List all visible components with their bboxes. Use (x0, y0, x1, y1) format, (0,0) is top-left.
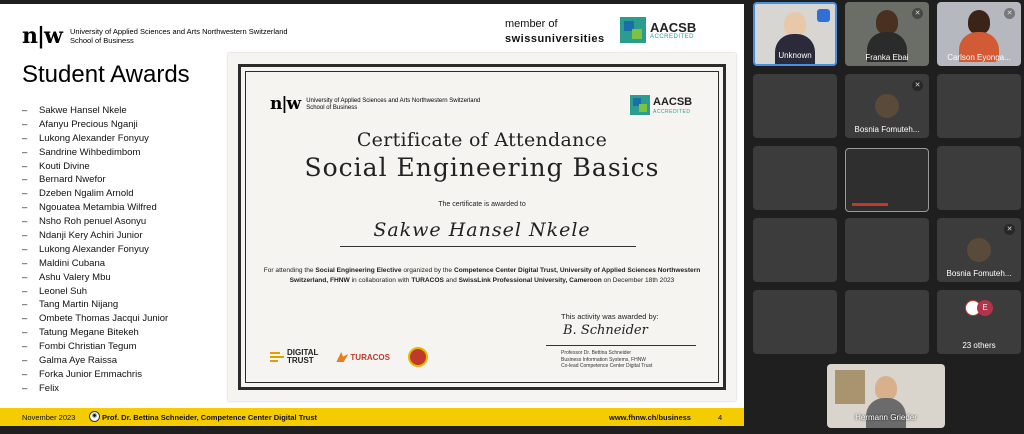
certificate-awarded-to: The certificate is awarded to (438, 201, 526, 208)
digital-trust-logo: DIGITAL TRUST (270, 349, 318, 365)
aacsb-icon (630, 95, 650, 115)
certificate-heading: Certificate of Attendance (356, 129, 608, 151)
fhnw-logo-mark: n|w (22, 23, 62, 49)
avatar: E (977, 300, 993, 316)
turacos-bird-icon (336, 352, 348, 362)
turacos-logo: TURACOS (336, 352, 390, 362)
participant-tile-empty[interactable] (937, 74, 1021, 138)
shared-slide (0, 4, 744, 426)
participant-tile-empty[interactable] (753, 74, 837, 138)
footer-page-number: 4 (718, 413, 723, 422)
aacsb-logo: AACSB ACCREDITED (620, 17, 696, 43)
award-name-item: – Ashu Valery Mbu (22, 271, 111, 283)
award-name-item: – Forka Junior Emmachris (22, 368, 142, 380)
award-name-item: – Afanyu Precious Nganji (22, 118, 138, 130)
participant-name: Bosnia Fomuteh... (854, 125, 920, 134)
footer-date: November 2023 (22, 413, 76, 422)
mic-muted-icon: ✕ (1004, 8, 1015, 19)
award-name-item: – Lukong Alexander Fonyuy (22, 243, 149, 255)
participant-name: Unknown (778, 51, 812, 60)
award-name-item: – Felix (22, 382, 60, 394)
camera-icon: ◉ (89, 411, 100, 422)
signature-line (546, 345, 696, 346)
avatar (875, 94, 899, 118)
award-name-item: – Tatung Megane Bitekeh (22, 327, 139, 339)
certificate-recipient: Sakwe Hansel Nkele (373, 219, 591, 241)
award-name-item: – Ombete Thomas Jacqui Junior (22, 313, 169, 325)
participant-tile-bosnia-fomuteh[interactable] (845, 74, 929, 138)
video-thumbnail[interactable] (845, 148, 929, 212)
certificate-course: Social Engineering Basics (304, 153, 660, 182)
institution-name: University of Applied Sciences and Arts Northwestern Switzerland (69, 27, 288, 36)
signatory-details: Professor Dr. Bettina Schneider Business Information Systems, FHNW Co-lead Competence Center Digital Trust (561, 350, 653, 369)
others-tile[interactable] (937, 290, 1021, 354)
award-name-item: – Sakwe Hansel Nkele (22, 105, 127, 116)
award-name-item: – Galma Aye Raissa (22, 355, 117, 367)
speaking-icon (817, 9, 830, 22)
school-name: School of Business (69, 36, 134, 45)
slide-footer (0, 408, 744, 426)
participant-tile-franka-ebai[interactable] (845, 2, 929, 66)
certificate-image (228, 53, 736, 401)
award-name-item: – Sandrine Wihbedimbom (22, 146, 141, 158)
award-name-item: – Tang Martin Nijang (22, 299, 119, 311)
participant-tile-empty[interactable] (753, 146, 837, 210)
swissuniversities-logo: swissuniversities (505, 33, 605, 45)
award-name-item: – Fombi Christian Tegum (22, 341, 137, 353)
signature: B. Schneider (563, 323, 648, 338)
certificate-awarded-by: This activity was awarded by: (561, 312, 659, 321)
footer-presenter: Prof. Dr. Bettina Schneider, Competence Center Digital Trust (102, 413, 318, 422)
award-name-item: – Leonel Suh (22, 285, 88, 297)
award-name-item: – Dzeben Ngalim Arnold (22, 188, 134, 200)
university-crest-icon (408, 347, 428, 367)
certificate-aacsb-logo: AACSB ACCREDITED (630, 95, 692, 115)
certificate-fhnw-logo: n|w University of Applied Sciences and Arts Northwestern Switzerland School of Business (270, 94, 481, 114)
award-name-item: – Kouti Divine (22, 160, 90, 172)
mic-muted-icon: ✕ (1004, 224, 1015, 235)
slide-title: Student Awards (22, 61, 190, 88)
participant-name: Hermann Grieder (855, 413, 917, 422)
participant-tile-bosnia-fomuteh-2[interactable] (937, 218, 1021, 282)
fhnw-logo (22, 25, 288, 47)
participant-tile-carlson-eyonga[interactable] (937, 2, 1021, 66)
participant-tile-unknown[interactable] (753, 2, 837, 66)
others-count: 23 others (962, 341, 996, 350)
footer-url: www.fhnw.ch/business (609, 413, 691, 422)
participant-name: Franka Ebai (865, 53, 909, 62)
participant-tile-empty[interactable] (753, 290, 837, 354)
award-name-item: – Nsho Roh penuel Asonyu (22, 216, 147, 228)
certificate-description: For attending the Social Engineering Elective organized by the Competence Center Digital Trust, University of Applied Sciences Northwestern Switzerland, FHNW in collaboration with TURACOS and SwissLink Professional University, Cameroon on December 18th 2023 (263, 267, 701, 284)
mic-muted-icon: ✕ (912, 80, 923, 91)
member-of-label: member of (505, 18, 558, 30)
partner-logos (270, 347, 428, 367)
avatar (967, 238, 991, 262)
participant-name: Bosnia Fomuteh... (946, 269, 1012, 278)
participant-tile-empty[interactable] (753, 218, 837, 282)
recipient-underline (340, 246, 636, 247)
participant-name: Carlson Eyonga... (947, 53, 1011, 62)
award-name-item: – Maldini Cubana (22, 257, 106, 269)
award-name-item: – Lukong Alexander Fonyuy (22, 132, 149, 144)
participant-tile-empty[interactable] (937, 146, 1021, 210)
participant-tile-empty[interactable] (845, 218, 929, 282)
award-name-item: – Ndanji Kery Achiri Junior (22, 230, 143, 242)
award-name-item: – Ngouatea Metambia Wilfred (22, 202, 157, 214)
participant-tile-empty[interactable] (845, 290, 929, 354)
aacsb-icon (620, 17, 646, 43)
self-view-tile-hermann-grieder[interactable] (827, 364, 945, 428)
award-names-list (22, 104, 168, 396)
award-name-item: – Bernard Nwefor (22, 174, 106, 186)
mic-muted-icon: ✕ (912, 8, 923, 19)
